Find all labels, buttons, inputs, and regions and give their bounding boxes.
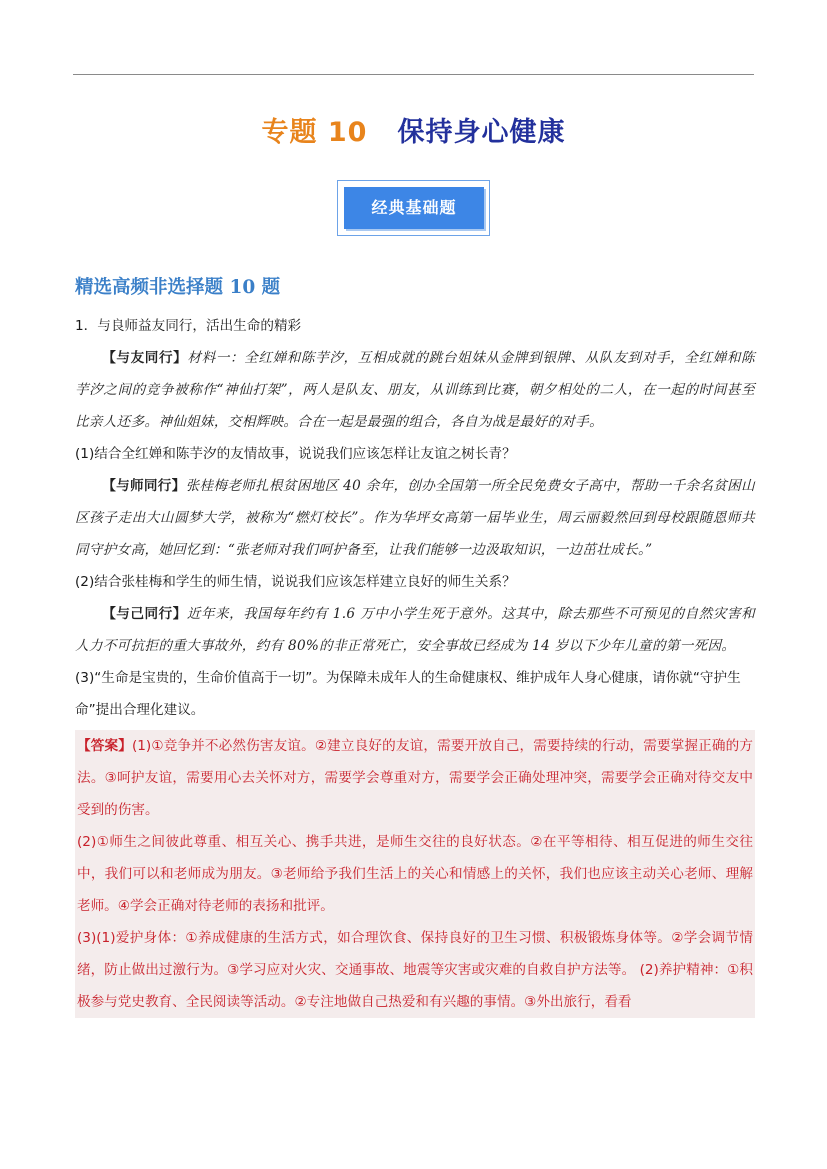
- material-self-text: 近年来，我国每年约有 1.6 万中小学生死于意外。这其中，除去那些不可预见的自然灾害和人力不可抗拒的重大事故外，约有 80%的非正常死亡，安全事故已经成为 14 岁以下少年儿童的第一死因。: [75, 606, 755, 654]
- question-title: 1．与良师益友同行，活出生命的精彩: [75, 318, 302, 334]
- topic-title: 保持身心健康: [397, 117, 566, 148]
- material-friend-tag: 【与友同行】: [102, 350, 188, 366]
- material-self-tag: 【与己同行】: [102, 606, 187, 622]
- material-teacher-tag: 【与师同行】: [102, 478, 186, 494]
- sub-question-3: (3)“生命是宝贵的，生命价值高于一切”。为保障未成年人的生命健康权、维护成年人身心健康，请你就“守护生命”提出合理化建议。: [75, 670, 741, 718]
- answer-3: (3)(1)爱护身体：①养成健康的生活方式，如合理饮食、保持良好的卫生习惯、积极锻炼身体等。②学会调节情绪，防止做出过激行为。③学习应对火灾、交通事故、地震等灾害或灾难的自救自护方法等。 (2)养护精神：①积极参与党史教育、全民阅读等活动。②专注地做自己热爱和有兴趣的事情。③外出旅行，看看: [77, 930, 753, 1010]
- page-title: [0, 110, 827, 149]
- material-self: [75, 598, 755, 662]
- answer-block: [75, 730, 755, 1018]
- sub-question-2: (2)结合张桂梅和学生的师生情，说说我们应该怎样建立良好的师生关系？: [75, 574, 516, 590]
- material-teacher-text: 张桂梅老师扎根贫困地区 40 余年，创办全国第一所全民免费女子高中，帮助一千余名贫困山区孩子走出大山圆梦大学，被称为“燃灯校长”。作为华坪女高第一届毕业生，周云丽毅然回到母校跟随恩师共同守护女高，她回忆到：“张老师对我们呵护备至，让我们能够一边汲取知识，一边茁壮成长。”: [75, 478, 755, 558]
- material-friend-text: 材料一：全红婵和陈芋汐，互相成就的跳台姐妹从金牌到银牌、从队友到对手，全红婵和陈芋汐之间的竞争被称作“神仙打架”，两人是队友、朋友，从训练到比赛，朝夕相处的二人，在一起的时间甚至比亲人还多。神仙姐妹，交相辉映。合在一起是最强的组合，各自为战是最好的对手。: [75, 350, 755, 430]
- header-rule: [73, 74, 754, 75]
- answer-1-text: (1)①竞争并不必然伤害友谊。②建立良好的友谊，需要开放自己，需要持续的行动，需要掌握正确的方法。③呵护友谊，需要用心去关怀对方，需要学会尊重对方，需要学会正确处理冲突，需要学会正确对待交友中受到的伤害。: [77, 738, 753, 818]
- category-badge: [337, 180, 490, 236]
- question-content: [75, 310, 755, 1018]
- sub-question-1: (1)结合全红婵和陈芋汐的友情故事，说说我们应该怎样让友谊之树长青？: [75, 446, 516, 462]
- section-heading: 精选高频非选择题 10 题: [75, 277, 281, 298]
- answer-2: (2)①师生之间彼此尊重、相互关心、携手共进，是师生交往的良好状态。②在平等相待、相互促进的师生交往中，我们可以和老师成为朋友。③老师给予我们生活上的关心和情感上的关怀，我们也应该主动关心老师、理解老师。④学会正确对待老师的表扬和批评。: [77, 834, 753, 914]
- material-friend: [75, 342, 755, 438]
- answer-1: [77, 730, 753, 826]
- answer-tag: 【答案】: [77, 738, 132, 754]
- topic-number: 专题 10: [261, 117, 368, 148]
- material-teacher: [75, 470, 755, 566]
- badge-label: 经典基础题: [344, 187, 484, 229]
